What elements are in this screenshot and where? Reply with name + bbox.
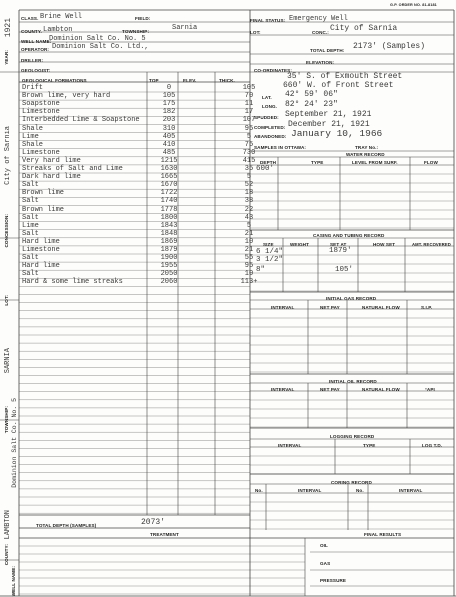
formation-top: 1869 <box>160 237 178 246</box>
formation-name: Shale <box>22 124 44 133</box>
formation-row <box>20 116 273 124</box>
formation-top: 405 <box>162 132 176 141</box>
water-depth-header: DEPTH <box>260 160 277 165</box>
formation-row <box>20 270 273 278</box>
water-depth-1: 600' <box>256 165 275 173</box>
formation-name: Brown lime, very hard <box>22 92 111 101</box>
formation-thick: 415 <box>242 156 256 165</box>
casing-howset-header: HOW SET <box>373 242 396 247</box>
formation-thick: 21 <box>244 229 254 238</box>
casing-weight-header: WEIGHT <box>290 242 309 247</box>
formation-thick: 95 <box>244 262 254 271</box>
formation-top: 310 <box>162 124 176 133</box>
formation-row <box>20 230 273 238</box>
formation-name: Salt <box>22 229 39 238</box>
completed-value: December 21, 1921 <box>288 120 370 129</box>
formation-thick: 22 <box>244 205 254 214</box>
formation-name: Limestone <box>22 148 60 157</box>
gas-sip-header: S.I.P. <box>421 305 433 310</box>
spudded-label: SPUDDED: <box>254 115 279 120</box>
formation-elev <box>190 230 228 238</box>
formation-top: 1670 <box>160 181 178 190</box>
formation-row <box>20 214 273 222</box>
formation-elev <box>190 165 228 173</box>
formation-elev <box>190 92 228 100</box>
formation-elev <box>190 262 228 270</box>
formation-name: Brown lime <box>22 205 65 214</box>
formation-name: Limestone <box>22 108 60 117</box>
formation-top: 182 <box>162 108 176 117</box>
formation-elev <box>190 222 228 230</box>
coordinates-line1: 35' S. of Exmouth Street <box>287 72 403 81</box>
formation-elev <box>190 181 228 189</box>
formation-elev <box>190 157 228 165</box>
formation-row <box>20 189 273 197</box>
formation-elev <box>190 141 228 149</box>
casing-size-header: SIZE <box>263 242 274 247</box>
total-depth-samples-label: TOTAL DEPTH (SAMPLES) <box>36 523 97 528</box>
formation-elev <box>190 189 228 197</box>
formation-thick: 75 <box>244 140 254 149</box>
formation-row <box>20 149 273 157</box>
formation-thick: 38 <box>244 197 254 206</box>
top-header: TOP <box>149 78 159 83</box>
formation-elev <box>190 108 228 116</box>
formation-elev <box>190 84 228 92</box>
county-label: COUNTY. <box>21 29 42 34</box>
formation-thick: 5 <box>246 132 252 141</box>
tray-label: TRAY No.: <box>355 145 379 150</box>
lat-label: LAT. <box>262 95 272 100</box>
final-results-title: FINAL RESULTS <box>364 532 402 537</box>
abandoned-label: ABANDONED: <box>254 134 287 139</box>
formation-row <box>20 141 273 149</box>
formation-name: Salt <box>22 197 39 206</box>
formation-row <box>20 238 273 246</box>
formation-name: Shale <box>22 140 44 149</box>
formation-thick: 730 <box>242 148 256 157</box>
side-year-value: 1921 <box>4 18 13 38</box>
township-label: TOWNSHIP: <box>122 29 150 34</box>
formation-thick: 21 <box>244 246 254 254</box>
formation-top: 1778 <box>160 205 178 214</box>
operator-value: Dominion Salt Co. Ltd., <box>52 43 149 51</box>
formation-top: 1955 <box>160 262 178 271</box>
oil-title: INITIAL OIL RECORD <box>329 379 377 384</box>
formation-elev <box>190 238 228 246</box>
formation-thick: 35 <box>244 165 254 173</box>
conc-value: City of Sarnia <box>330 24 398 33</box>
formation-thick: 5 <box>246 221 252 230</box>
long-label: LONG. <box>262 104 278 109</box>
formation-top: 203 <box>162 116 176 125</box>
gas-title: INITIAL GAS RECORD <box>326 296 377 301</box>
gas-flow-header: NATURAL FLOW <box>362 305 400 310</box>
formation-top: 105 <box>162 92 176 101</box>
formation-elev <box>190 270 228 278</box>
formation-elev <box>190 214 228 222</box>
formation-row <box>20 222 273 230</box>
formation-top: 1879 <box>160 246 178 254</box>
formations-header: GEOLOGICAL FORMATIONS <box>22 78 87 83</box>
formation-top: 410 <box>162 140 176 149</box>
formation-thick: 95 <box>244 124 254 133</box>
casing-setat-3: 105' <box>335 266 354 274</box>
logging-interval-header: INTERVAL <box>278 443 302 448</box>
logging-type-header: TYPE <box>363 443 376 448</box>
side-township-label: TOWNSHIP: <box>4 406 9 434</box>
coring-interval-header-1: INTERVAL <box>298 488 322 493</box>
oil-flow-header: NATURAL FLOW <box>362 387 400 392</box>
total-depth-samples-value: 2073' <box>141 518 166 527</box>
lot-label: LOT: <box>250 30 261 35</box>
operator-label: OPERATOR: <box>21 47 50 52</box>
formation-thick: 70 <box>244 92 254 101</box>
formation-row <box>20 92 273 100</box>
formation-thick: 17 <box>244 108 254 117</box>
formation-elev <box>190 278 228 286</box>
formation-name: Salt <box>22 270 39 279</box>
coring-no-header-2: No. <box>356 488 364 493</box>
formation-row <box>20 206 273 214</box>
abandoned-value: January 10, 1966 <box>291 128 383 139</box>
formation-top: 1900 <box>160 254 178 263</box>
formation-row <box>20 173 273 181</box>
elevation-label: ELEVATION: <box>306 60 335 65</box>
formation-name: Salt <box>22 181 39 190</box>
formation-name: Soapstone <box>22 100 60 109</box>
casing-setat-header: SET AT <box>330 242 347 247</box>
water-level-header: LEVEL FROM SURF. <box>352 160 398 165</box>
formation-name: Streaks of Salt and Lime <box>22 165 123 173</box>
total-depth-value: 2173' (Samples) <box>353 42 426 51</box>
formation-top: 1800 <box>160 213 178 222</box>
logging-title: LOGGING RECORD <box>330 434 375 439</box>
formation-thick: 18 <box>244 189 254 198</box>
water-title: WATER RECORD <box>346 152 385 157</box>
thick-header: THICK. <box>219 78 235 83</box>
formation-elev <box>190 100 228 108</box>
formation-row <box>20 133 273 141</box>
formation-row <box>20 100 273 108</box>
formation-name: Limestone <box>22 246 60 254</box>
formation-thick: 43 <box>244 213 254 222</box>
formation-thick: 11 <box>244 100 254 109</box>
formation-top: 1665 <box>160 173 178 182</box>
casing-setat-1: 1879' <box>329 247 352 255</box>
formation-thick: 105 <box>242 84 256 92</box>
coring-no-header-1: No. <box>255 488 263 493</box>
spudded-value: September 21, 1921 <box>285 110 372 119</box>
casing-title: CASING AND TUBING RECORD <box>313 233 385 238</box>
formation-name: Drift <box>22 84 44 92</box>
treatment-title: TREATMENT <box>150 532 179 537</box>
formation-thick: 5 <box>246 173 252 182</box>
formation-top: 175 <box>162 100 176 109</box>
formation-elev <box>190 125 228 133</box>
formation-elev <box>190 133 228 141</box>
coordinates-label: CO-ORDINATES: <box>254 68 292 73</box>
casing-size-1: 6 1/4" <box>256 248 284 256</box>
casing-size-3: 8" <box>256 266 266 274</box>
formation-top: 1848 <box>160 229 178 238</box>
conc-label: CONC.: <box>312 30 329 35</box>
formation-top: 1215 <box>160 156 178 165</box>
formation-top: 485 <box>162 148 176 157</box>
form-number: G.P. ORDER NO. 81-8181 <box>390 3 437 7</box>
formation-name: Dark hard lime <box>22 173 81 182</box>
side-concession-label: CONCESSION: <box>4 214 9 248</box>
formation-name: Interbedded Lime & Soapstone <box>22 116 140 125</box>
long-value: 82° 24' 23" <box>285 100 338 109</box>
coring-interval-header-2: INTERVAL <box>399 488 423 493</box>
formation-elev <box>190 116 228 124</box>
casing-recovered-header: AMT. RECOVERED <box>412 242 451 247</box>
formation-thick: 10 <box>244 237 254 246</box>
total-depth-label: TOTAL DEPTH: <box>310 48 345 53</box>
final-gas-label: GAS <box>320 561 331 566</box>
formation-row <box>20 84 273 92</box>
formation-thick: 55 <box>244 254 254 263</box>
formation-thick: 52 <box>244 181 254 190</box>
oil-interval-header: INTERVAL <box>271 387 295 392</box>
gas-netpay-header: NET PAY <box>320 305 340 310</box>
formation-elev <box>190 246 228 254</box>
side-county-label: COUNTY: <box>4 544 9 566</box>
water-type-header: TYPE <box>311 160 324 165</box>
oil-netpay-header: NET PAY <box>320 387 340 392</box>
side-lot-label: LOT: <box>4 295 9 306</box>
township-value: Sarnia <box>172 24 198 32</box>
final-pressure-label: PRESSURE <box>320 578 347 583</box>
coordinates-line2: 660' W. of Front Street <box>283 81 394 90</box>
geologist-label: GEOLOGIST: <box>21 68 51 73</box>
oil-api-header: °API <box>425 387 435 392</box>
coring-title: CORING RECORD <box>331 480 372 485</box>
formation-row <box>20 181 273 189</box>
side-wellname-label: WELL NAME: <box>11 566 16 597</box>
formation-row <box>20 254 273 262</box>
formation-thick: 10 <box>244 270 254 279</box>
final-oil-label: OIL <box>320 543 328 548</box>
formation-name: Lime <box>22 132 39 141</box>
samples-label: SAMPLES IN OTTAWA: <box>254 145 306 150</box>
formation-name: Brown lime <box>22 189 65 198</box>
formation-row <box>20 262 273 270</box>
formation-thick: 113+ <box>240 278 258 287</box>
water-flow-header: FLOW <box>424 160 438 165</box>
elev-header: ELEV. <box>183 78 197 83</box>
formation-top: 1740 <box>160 197 178 206</box>
formation-name: Hard & some lime streaks <box>22 278 123 287</box>
formation-name: Salt <box>22 213 39 222</box>
wellname-value: Dominion Salt Co. No. 5 <box>49 35 146 43</box>
formation-name: Hard lime <box>22 262 60 271</box>
final-status-label: FINAL STATUS: <box>250 18 286 23</box>
formation-top: 2060 <box>160 278 178 287</box>
formation-row <box>20 108 273 116</box>
formation-name: Lime <box>22 221 39 230</box>
formation-elev <box>190 254 228 262</box>
formation-top: 1722 <box>160 189 178 198</box>
formation-row <box>20 278 273 286</box>
formation-row <box>20 157 273 165</box>
logging-td-header: LOG T.D. <box>422 443 443 448</box>
lat-value: 42° 59' 06" <box>285 90 338 99</box>
formation-elev <box>190 206 228 214</box>
formation-name: Very hard lime <box>22 156 81 165</box>
formation-top: 1843 <box>160 221 178 230</box>
class-label: CLASS. <box>21 16 39 21</box>
side-county-value: LAMBTON <box>4 510 12 540</box>
formation-row <box>20 125 273 133</box>
formation-top: 2050 <box>160 270 178 279</box>
casing-size-2: 3 1/2" <box>256 256 284 264</box>
formation-name: Hard lime <box>22 237 60 246</box>
formation-thick: 107 <box>242 116 256 125</box>
side-lot-value: SARNIA <box>4 348 12 374</box>
formation-elev <box>190 197 228 205</box>
class-value: Brine Well <box>40 13 83 21</box>
formation-row <box>20 246 273 254</box>
formation-elev <box>190 149 228 157</box>
formation-top: 0 <box>166 84 172 92</box>
county-value: Lambton <box>43 26 73 34</box>
side-township-value: Dominion Salt Co. No. 5 <box>11 398 18 488</box>
completed-label: COMPLETED: <box>254 125 286 130</box>
formation-name: Salt <box>22 254 39 263</box>
field-label: FIELD: <box>135 16 151 21</box>
formation-row <box>20 165 273 173</box>
driller-label: DRILLER: <box>21 58 44 63</box>
wellname-label: WELL NAME: <box>21 39 52 44</box>
formation-row <box>20 197 273 205</box>
gas-interval-header: INTERVAL <box>271 305 295 310</box>
formation-top: 1630 <box>160 165 178 173</box>
final-status-value: Emergency Well <box>289 15 348 23</box>
side-year-label: YEAR: <box>4 50 9 65</box>
side-concession-value: City of Sarnia <box>4 126 12 185</box>
formation-elev <box>190 173 228 181</box>
